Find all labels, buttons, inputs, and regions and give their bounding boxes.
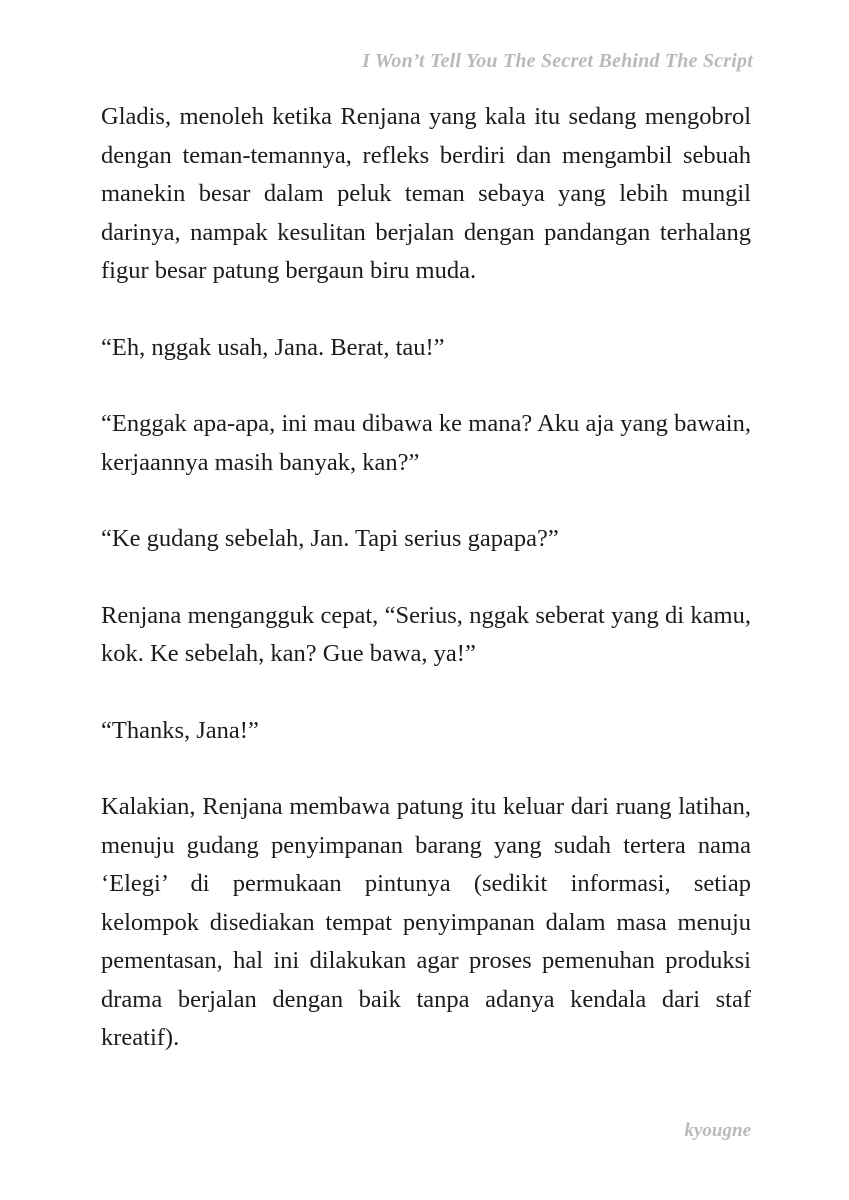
paragraph-4: “Ke gudang sebelah, Jan. Tapi serius gapapa?” bbox=[101, 525, 559, 552]
running-header-title: I Won’t Tell You The Secret Behind The Script bbox=[362, 50, 753, 72]
body-text bbox=[101, 98, 751, 1096]
paragraph-7: Kalakian, Renjana membawa patung itu keluar dari ruang latihan, menuju gudang penyimpanan barang yang sudah tertera nama ‘Elegi’ di permukaan pintunya (sedikit informasi, setiap kelompok disediakan tempat penyimpanan dalam masa menuju pementasan, hal ini dilakukan agar proses pemenuhan produksi drama berjalan dengan baik tanpa adanya kendala dari staf kreatif). bbox=[101, 793, 751, 1051]
footer-author-name: kyougne bbox=[684, 1120, 751, 1141]
paragraph-2: “Eh, nggak usah, Jana. Berat, tau!” bbox=[101, 333, 445, 361]
paragraph-6: “Thanks, Jana!” bbox=[101, 716, 259, 744]
paragraph-1: Gladis, menoleh ketika Renjana yang kala itu sedang mengobrol dengan teman-temannya, refleks berdiri dan mengambil sebuah manekin besar dalam peluk teman sebaya yang lebih mungil darinya, nampak kesulitan berjalan dengan pandangan terhalang figur besar patung bergaun biru muda. bbox=[101, 103, 751, 284]
paragraph-3: “Enggak apa-apa, ini mau dibawa ke mana? Aku aja yang bawain, kerjaannya masih banyak, kan?” bbox=[101, 410, 751, 476]
paragraph-5: Renjana mengangguk cepat, “Serius, nggak seberat yang di kamu, kok. Ke sebelah, kan? Gue bawa, ya!” bbox=[101, 601, 751, 667]
